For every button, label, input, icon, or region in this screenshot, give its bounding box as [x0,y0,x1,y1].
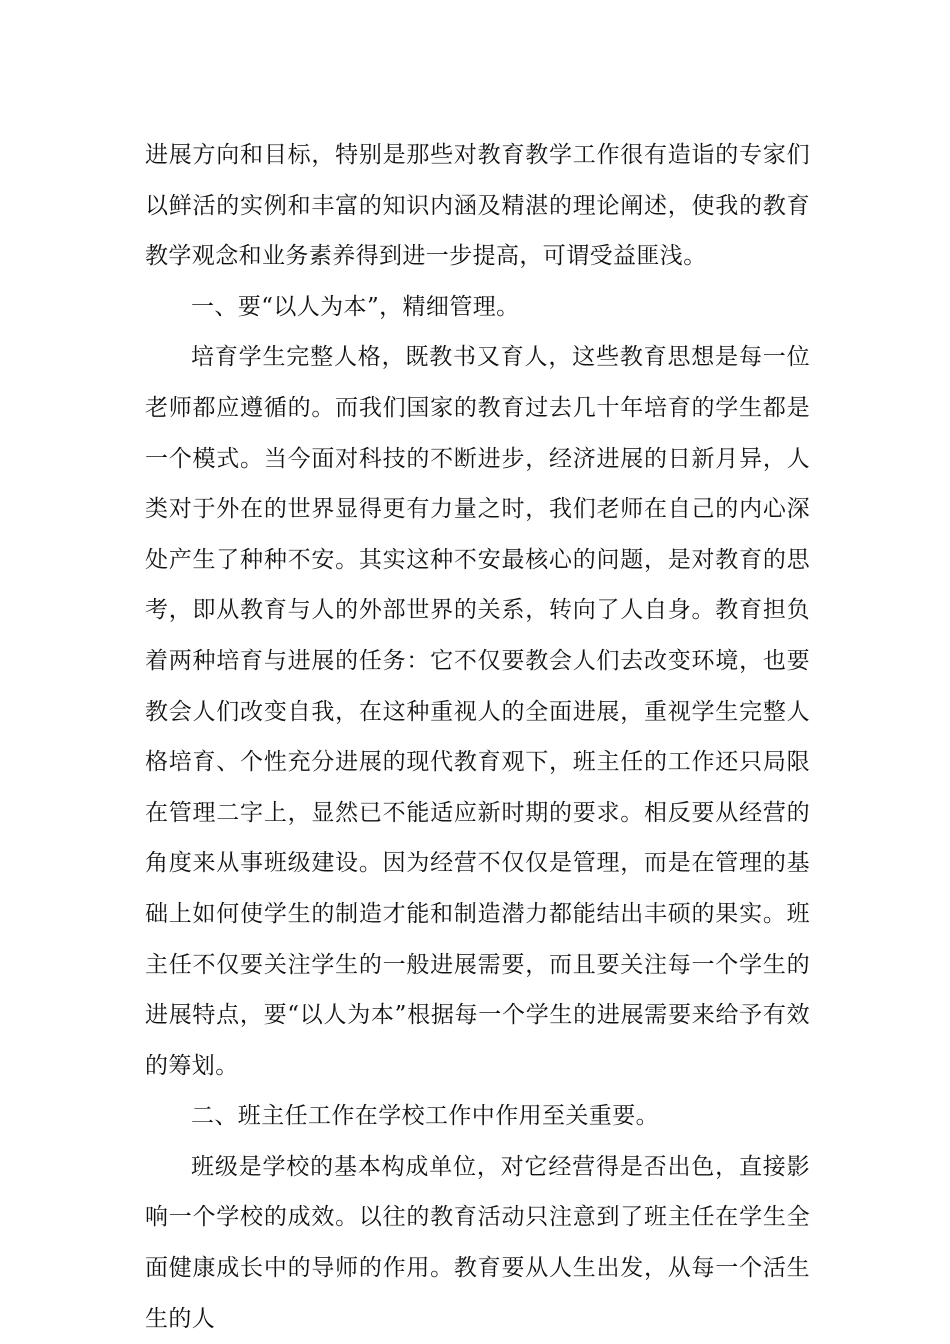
section-heading-1: 一、要“以人为本”，精细管理。 [191,293,520,320]
paragraph-section-1: 培育学生完整人格，既教书又育人，这些教育思想是每一位老师都应遵循的。而我们国家的教育过去几十年培育的学生都是一个模式。当今面对科技的不断进步，经济进展的日新月异，人类对于外在的世界显得更有力量之时，我们老师在自己的内心深处产生了种种不安。其实这种不安最核心的问题，是对教育的思考，即从教育与人的外部世界的关系，转向了人自身。教育担负着两种培育与进展的任务：它不仅要教会人们去改变环境，也要教会人们改变自我，在这种重视人的全面进展，重视学生完整人格培育、个性充分进展的现代教育观下，班主任的工作还只局限在管理二字上，显然已不能适应新时期的要求。相反要从经营的角度来从事班级建设。因为经营不仅仅是管理，而是在管理的基础上如何使学生的制造才能和制造潜力都能结出丰硕的果实。班主任不仅要关注学生的一般进展需要，而且要关注每一个学生的进展特点，要“以人为本”根据每一个学生的进展需要来给予有效的筹划。 [145,344,810,1079]
section-heading-2: 二、班主任工作在学校工作中作用至关重要。 [191,1103,659,1130]
paragraph-section-2: 班级是学校的基本构成单位，对它经营得是否出色，直接影响一个学校的成效。以往的教育活动只注意到了班主任在学生全面健康成长中的导师的作用。教育要从人生出发，从每一个活生生的人 [145,1153,810,1332]
paragraph-continuation: 进展方向和目标，特别是那些对教育教学工作很有造诣的专家们以鲜活的实例和丰富的知识内涵及精湛的理论阐述，使我的教育教学观念和业务素养得到进一步提高，可谓受益匪浅。 [145,142,810,270]
document-body [145,130,810,1344]
